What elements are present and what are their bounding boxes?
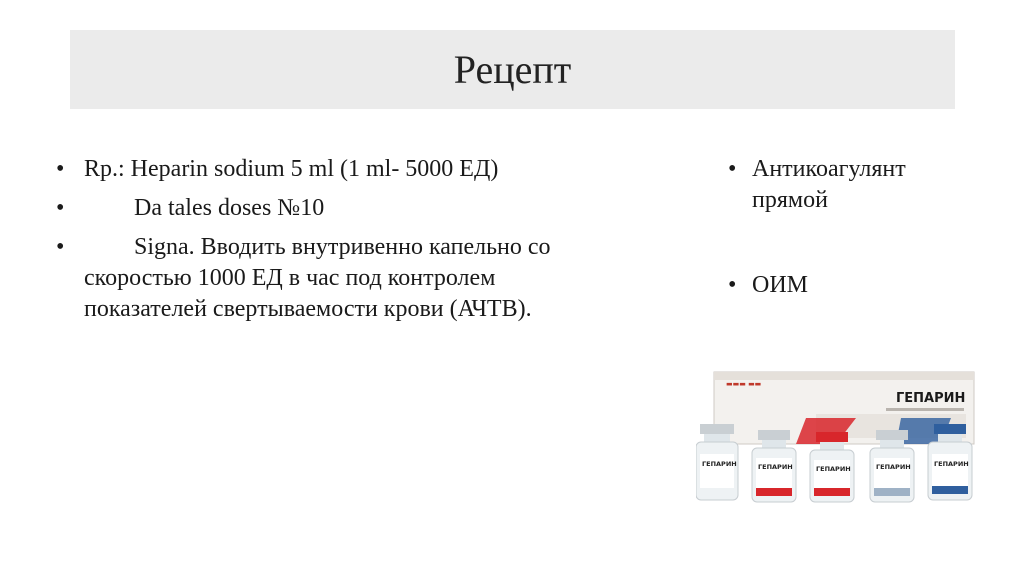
box-subtitle-line bbox=[886, 408, 964, 411]
vial-label: ГЕПАРИН bbox=[702, 460, 737, 468]
bullet: • bbox=[56, 156, 65, 182]
list-item bbox=[728, 154, 988, 216]
list-item bbox=[56, 154, 696, 185]
box-brand-text: ГЕПАРИН bbox=[896, 391, 966, 406]
box-top-text: ▬▬▬ ▬▬ bbox=[726, 380, 762, 388]
bullet: • bbox=[56, 234, 65, 260]
slide-title: Рецепт bbox=[453, 47, 572, 92]
bullet: • bbox=[728, 156, 737, 182]
list-item-text-line2: скоростью 1000 ЕД в час под контролем bbox=[84, 265, 496, 291]
vial-label: ГЕПАРИН bbox=[758, 463, 793, 471]
list-item bbox=[56, 193, 696, 224]
list-item-text-line3: показателей свертываемости крови (АЧТВ). bbox=[84, 296, 532, 322]
list-item-text: ОИМ bbox=[752, 272, 809, 298]
box-top-edge bbox=[714, 372, 974, 380]
list-item-text: Rp.: Heparin sodium 5 ml (1 ml- 5000 ЕД) bbox=[84, 156, 499, 182]
title-bar bbox=[70, 30, 955, 109]
bullet: • bbox=[728, 272, 737, 298]
list-item-text-line2: прямой bbox=[752, 187, 828, 213]
vial-label: ГЕПАРИН bbox=[816, 465, 851, 473]
list-item-text-line1: Антикоагулянт bbox=[752, 156, 906, 182]
prescription-list bbox=[56, 154, 696, 333]
vial-label: ГЕПАРИН bbox=[934, 460, 969, 468]
list-item-text: Da tales doses №10 bbox=[134, 195, 325, 221]
list-item bbox=[728, 270, 988, 301]
list-item-text-line1: Signa. Вводить внутривенно капельно со bbox=[134, 234, 551, 260]
bullet: • bbox=[56, 195, 65, 221]
vial-label: ГЕПАРИН bbox=[876, 463, 911, 471]
indication-list bbox=[728, 154, 988, 301]
heparin-product-image bbox=[696, 368, 980, 504]
list-item bbox=[56, 232, 696, 325]
